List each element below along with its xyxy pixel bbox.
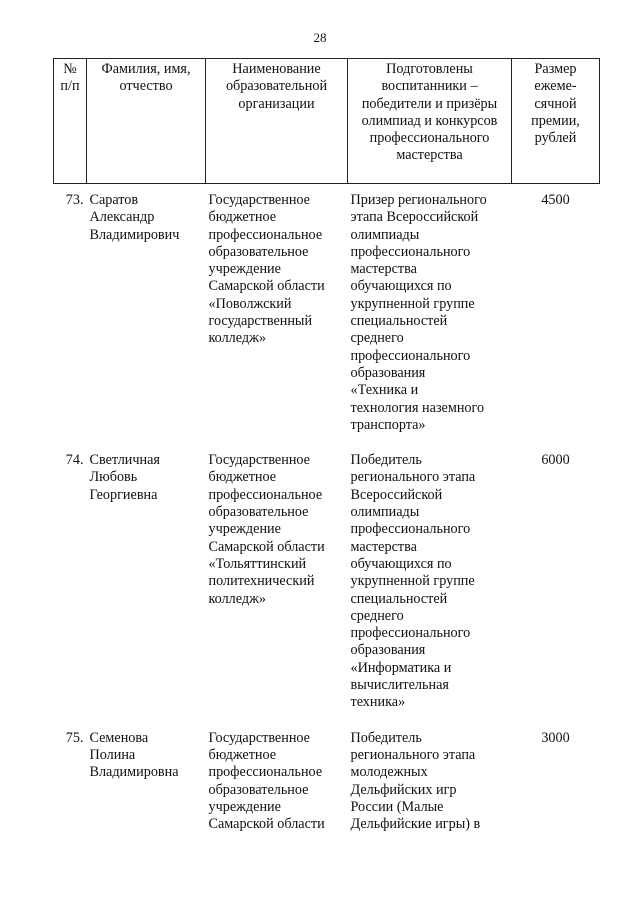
table-row	[54, 452, 600, 729]
header-full-name: Фамилия, имя, отчество	[87, 59, 206, 184]
row-achievement: Призер регионального этапа Всероссийской олимпиады профессионального мастерства обучающихся по укрупненной группе специальностей среднего профессионального образования «Техника и технология наземного транспорта»	[350, 192, 487, 433]
row-organization: Государственное бюджетное профессиональное образовательное учреждение Самарской области	[208, 729, 325, 833]
row-number: 75.	[65, 729, 84, 746]
row-prize-amount: 3000	[541, 729, 570, 746]
row-prize-amount: 6000	[541, 452, 570, 469]
row-number: 73.	[65, 192, 84, 208]
table-header-row	[54, 59, 600, 184]
row-number: 74.	[65, 452, 84, 469]
row-full-name: Семенова Полина Владимировна	[89, 729, 179, 781]
page-number: 28	[313, 30, 327, 45]
table-row	[54, 730, 600, 852]
row-full-name: Светличная Любовь Георгиевна	[89, 452, 160, 503]
row-organization: Государственное бюджетное профессиональное образовательное учреждение Самарской области «Поволжский государственный колледж»	[208, 192, 325, 347]
row-achievement: Победитель регионального этапа Всероссийской олимпиады профессионального мастерства обучающихся по укрупненной группе специальностей среднего профессионального образования «Информатика и вычислительная техника»	[350, 452, 476, 711]
table-row	[54, 192, 600, 452]
awards-table	[53, 58, 600, 851]
header-organization: Наименование образовательной организации	[206, 59, 348, 184]
row-full-name: Саратов Александр Владимирович	[89, 192, 180, 243]
row-achievement: Победитель регионального этапа молодежных Дельфийских игр России (Малые Дельфийские игры) в	[350, 729, 481, 833]
header-achievement: Подготовлены воспитанники – победители и призёры олимпиад и конкурсов профессионального мастерства	[348, 59, 512, 184]
header-number: № п/п	[54, 59, 87, 184]
row-organization: Государственное бюджетное профессиональное образовательное учреждение Самарской области «Тольяттинский политехнический колледж»	[208, 452, 325, 607]
row-prize-amount: 4500	[541, 192, 570, 208]
header-prize-amount: Размер ежеме- сячной премии, рублей	[512, 59, 600, 184]
